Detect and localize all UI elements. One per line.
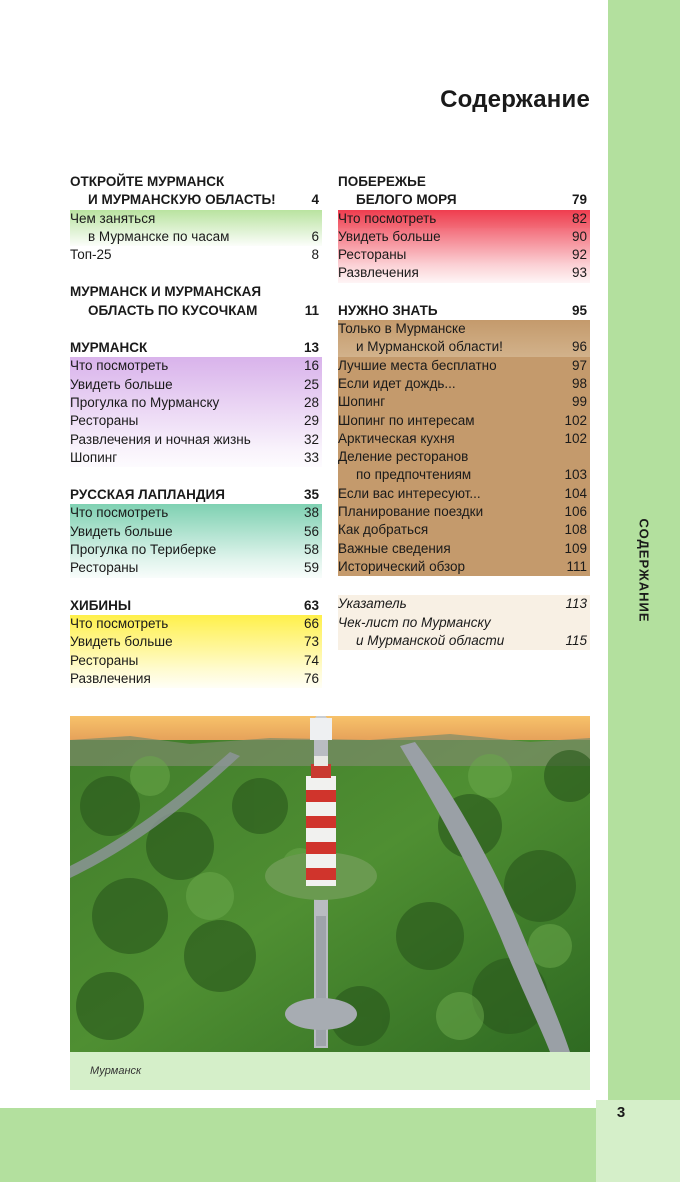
toc-item-title-line: Развлечения и ночная жизнь — [70, 431, 251, 447]
toc-item-title — [338, 614, 565, 651]
page-number: 3 — [616, 1104, 626, 1121]
toc-item[interactable] — [70, 633, 322, 651]
toc-section-page: 35 — [303, 487, 319, 503]
toc-item-page: 113 — [565, 596, 587, 612]
toc-section-title-line: ОБЛАСТЬ ПО КУСОЧКАМ — [88, 302, 258, 318]
toc-item[interactable] — [70, 246, 322, 264]
toc-item-title-line: Только в Мурманске — [338, 321, 466, 337]
toc-item-title-line: Шопинг по интересам — [338, 412, 475, 428]
toc-item-title — [338, 430, 564, 448]
toc-item-page: 93 — [571, 265, 587, 281]
toc-item-page: 58 — [303, 542, 319, 558]
toc-column-right — [338, 173, 590, 669]
photo-murmansk-lighthouse — [70, 716, 590, 1052]
toc-item-title-line: Развлечения — [338, 265, 419, 281]
toc-item[interactable] — [338, 264, 590, 282]
toc-section-title-line: БЕЛОГО МОРЯ — [356, 192, 457, 208]
toc-item[interactable] — [70, 670, 322, 688]
toc-item-page: 98 — [571, 375, 587, 391]
toc-item-page: 92 — [571, 247, 587, 263]
toc-item-page: 38 — [303, 505, 319, 521]
toc-item-title — [70, 394, 304, 412]
toc-item[interactable] — [70, 615, 322, 633]
toc-item[interactable] — [70, 412, 322, 430]
toc-section — [70, 283, 322, 320]
toc-section-title-line: И МУРМАНСКУЮ ОБЛАСТЬ! — [88, 192, 276, 208]
toc-item[interactable] — [338, 503, 590, 521]
toc-section-title-line: РУССКАЯ ЛАПЛАНДИЯ — [70, 487, 225, 503]
toc-items — [70, 615, 322, 688]
toc-item-title — [70, 449, 304, 467]
toc-section-title-line: МУРМАНСК — [70, 340, 148, 356]
toc-item-title — [70, 357, 304, 375]
toc-item-page: 76 — [303, 670, 319, 686]
toc-item-title-line: Если идет дождь... — [338, 375, 456, 391]
toc-item-title-line: Увидеть больше — [338, 228, 441, 244]
toc-item[interactable] — [70, 357, 322, 375]
toc-section — [338, 302, 590, 576]
toc-item-title — [338, 320, 572, 357]
toc-item-title-line: Чем заняться — [70, 210, 156, 226]
toc-item-title-line: Арктическая кухня — [338, 430, 455, 446]
toc-item-title — [70, 210, 311, 247]
toc-item[interactable] — [338, 357, 590, 375]
side-section-label: СОДЕРЖАНИЕ — [636, 518, 652, 622]
toc-item[interactable] — [338, 320, 590, 357]
toc-item-title-line: Шопинг — [70, 449, 118, 465]
toc-item[interactable] — [70, 431, 322, 449]
toc-item-title — [338, 485, 564, 503]
toc-item-title — [338, 540, 564, 558]
toc-item-page: 25 — [303, 376, 319, 392]
toc-item-title — [70, 559, 304, 577]
toc-section-header[interactable] — [70, 283, 322, 320]
toc-item-title — [338, 357, 572, 375]
toc-item-title — [338, 595, 565, 613]
toc-item-page: 32 — [303, 431, 319, 447]
toc-section — [338, 595, 590, 650]
toc-item-title — [70, 246, 311, 264]
toc-item-title-line: Прогулка по Териберке — [70, 542, 217, 558]
toc-item-title — [338, 246, 572, 264]
toc-item-title-line: Что посмотреть — [70, 358, 169, 374]
toc-column-left — [70, 173, 322, 707]
toc-item-title — [70, 670, 304, 688]
toc-item-page: 29 — [303, 413, 319, 429]
toc-item-title-line: Рестораны — [338, 247, 407, 263]
toc-item[interactable] — [338, 210, 590, 228]
toc-item-page: 74 — [303, 652, 319, 668]
toc-section-page: 95 — [571, 302, 587, 318]
toc-section — [70, 173, 322, 264]
toc-item-title-line: Исторический обзор — [338, 558, 466, 574]
toc-item-title — [338, 393, 572, 411]
toc-items — [70, 210, 322, 265]
toc-section-title-line: ПОБЕРЕЖЬЕ — [338, 174, 426, 189]
toc-item-title-line: Как добраться — [338, 522, 429, 538]
toc-item-title — [338, 448, 564, 485]
toc-item[interactable] — [70, 652, 322, 670]
toc-item-page: 56 — [303, 523, 319, 539]
toc-item-page: 97 — [571, 357, 587, 373]
toc-item[interactable] — [338, 430, 590, 448]
toc-item-page: 28 — [303, 394, 319, 410]
toc-section-page: 13 — [303, 340, 319, 356]
photo-caption: Мурманск — [90, 1065, 142, 1077]
toc-item-page: 82 — [571, 210, 587, 226]
toc-item-title-line: Рестораны — [70, 560, 139, 576]
toc-section-title-line: МУРМАНСК И МУРМАНСКАЯ — [70, 284, 262, 300]
toc-item-title-line: Увидеть больше — [70, 376, 173, 392]
toc-item[interactable] — [338, 393, 590, 411]
toc-item-page: 103 — [564, 467, 587, 483]
toc-item-title-line: Шопинг — [338, 394, 386, 410]
toc-section-page: 11 — [304, 302, 319, 318]
toc-item-page: 96 — [571, 339, 587, 355]
toc-item[interactable] — [70, 449, 322, 467]
toc-section-page: 79 — [571, 192, 587, 208]
toc-items — [338, 595, 590, 650]
toc-item-page: 106 — [564, 504, 587, 520]
toc-item-page: 90 — [571, 228, 587, 244]
toc-section-title-line: НУЖНО ЗНАТЬ — [338, 302, 438, 318]
toc-item-title-line: в Мурманске по часам — [88, 228, 230, 244]
toc-item[interactable] — [338, 540, 590, 558]
toc-item-title-line: Лучшие места бесплатно — [338, 357, 497, 373]
toc-item-title-line: Увидеть больше — [70, 634, 173, 650]
toc-section-title-line: ОТКРОЙТЕ МУРМАНСК — [70, 174, 225, 189]
toc-item-title-line: и Мурманской области — [356, 632, 505, 648]
toc-item[interactable] — [338, 246, 590, 264]
toc-item[interactable] — [70, 376, 322, 394]
toc-item-title — [70, 504, 304, 522]
toc-items — [70, 357, 322, 467]
toc-item-page: 102 — [564, 412, 587, 428]
toc-item-page: 73 — [303, 634, 319, 650]
toc-item-title-line: Чек-лист по Мурманску — [338, 614, 491, 630]
toc-item[interactable] — [338, 614, 590, 651]
toc-item-title — [70, 652, 304, 670]
toc-item-title-line: Что посмотреть — [338, 210, 437, 226]
toc-item-title — [70, 541, 304, 559]
toc-item-title — [70, 412, 304, 430]
toc-item-title — [338, 412, 564, 430]
toc-items — [70, 504, 322, 577]
toc-item-title-line: Прогулка по Мурманску — [70, 394, 220, 410]
toc-item-title-line: Указатель — [338, 596, 407, 612]
toc-section — [338, 173, 590, 283]
toc-section-header[interactable] — [70, 597, 322, 615]
toc-section-header[interactable] — [70, 173, 322, 210]
toc-item-page: 16 — [303, 358, 319, 374]
toc-item-title — [338, 264, 572, 282]
caption-bar — [70, 1052, 590, 1090]
toc-item[interactable] — [70, 394, 322, 412]
toc-section-header[interactable] — [70, 486, 322, 504]
toc-item-title-line: Увидеть больше — [70, 523, 173, 539]
toc-item-page: 108 — [564, 522, 587, 538]
toc-items — [338, 210, 590, 283]
toc-item-title-line: Рестораны — [70, 413, 139, 429]
toc-section — [70, 597, 322, 688]
toc-item-title-line: Если вас интересуют... — [338, 485, 481, 501]
toc-item-title — [338, 503, 564, 521]
toc-item-title-line: по предпочтениям — [356, 467, 472, 483]
toc-item-title-line: Рестораны — [70, 652, 139, 668]
toc-item[interactable] — [70, 541, 322, 559]
toc-item-title-line: и Мурманской области! — [356, 339, 503, 355]
toc-item-title-line: Что посмотреть — [70, 615, 169, 631]
toc-item[interactable] — [338, 521, 590, 539]
toc-item-page: 59 — [303, 560, 319, 576]
toc-item-title — [70, 431, 304, 449]
toc-item-title-line: Развлечения — [70, 670, 151, 686]
toc-section — [70, 339, 322, 467]
toc-section — [70, 486, 322, 577]
toc-section-header[interactable] — [338, 173, 590, 210]
toc-item-title — [338, 210, 572, 228]
toc-item-page: 102 — [564, 430, 587, 446]
toc-item-page: 8 — [311, 247, 319, 263]
toc-item-title-line: Важные сведения — [338, 540, 451, 556]
toc-section-header[interactable] — [338, 302, 590, 320]
toc-item[interactable] — [70, 559, 322, 577]
toc-item-page: 6 — [311, 228, 319, 244]
toc-item-title — [70, 376, 304, 394]
toc-item-title — [338, 375, 572, 393]
toc-item[interactable] — [338, 558, 590, 576]
toc-item-page: 104 — [564, 485, 587, 501]
toc-item-page: 33 — [303, 449, 319, 465]
toc-section-page: 4 — [311, 192, 319, 208]
toc-section-page: 63 — [303, 597, 319, 613]
toc-item-title — [70, 633, 304, 651]
toc-item-title — [338, 228, 572, 246]
toc-item-title-line: Деление ресторанов — [338, 449, 469, 465]
page-title: Содержание — [440, 86, 590, 113]
toc-section-title-line: ХИБИНЫ — [70, 597, 132, 613]
bottom-band — [0, 1108, 596, 1182]
toc-item-title — [338, 521, 564, 539]
toc-item[interactable] — [338, 485, 590, 503]
toc-item[interactable] — [338, 228, 590, 246]
toc-item-page: 111 — [566, 558, 587, 574]
toc-item[interactable] — [70, 504, 322, 522]
toc-item[interactable] — [338, 595, 590, 613]
toc-item[interactable] — [338, 412, 590, 430]
toc-items — [338, 320, 590, 576]
toc-item-page: 99 — [571, 394, 587, 410]
toc-item-title — [70, 523, 304, 541]
toc-item-title — [338, 558, 566, 576]
toc-item-title-line: Что посмотреть — [70, 505, 169, 521]
toc-item[interactable] — [70, 523, 322, 541]
toc-item-title-line: Топ-25 — [70, 247, 112, 263]
toc-item-page: 66 — [303, 615, 319, 631]
toc-item-title-line: Планирование поездки — [338, 504, 484, 520]
toc-item[interactable] — [70, 210, 322, 247]
toc-section-header[interactable] — [70, 339, 322, 357]
toc-item-title — [70, 615, 304, 633]
toc-item-page: 109 — [564, 540, 587, 556]
toc-item[interactable] — [338, 375, 590, 393]
toc-item-page: 115 — [565, 632, 587, 648]
toc-item[interactable] — [338, 448, 590, 485]
